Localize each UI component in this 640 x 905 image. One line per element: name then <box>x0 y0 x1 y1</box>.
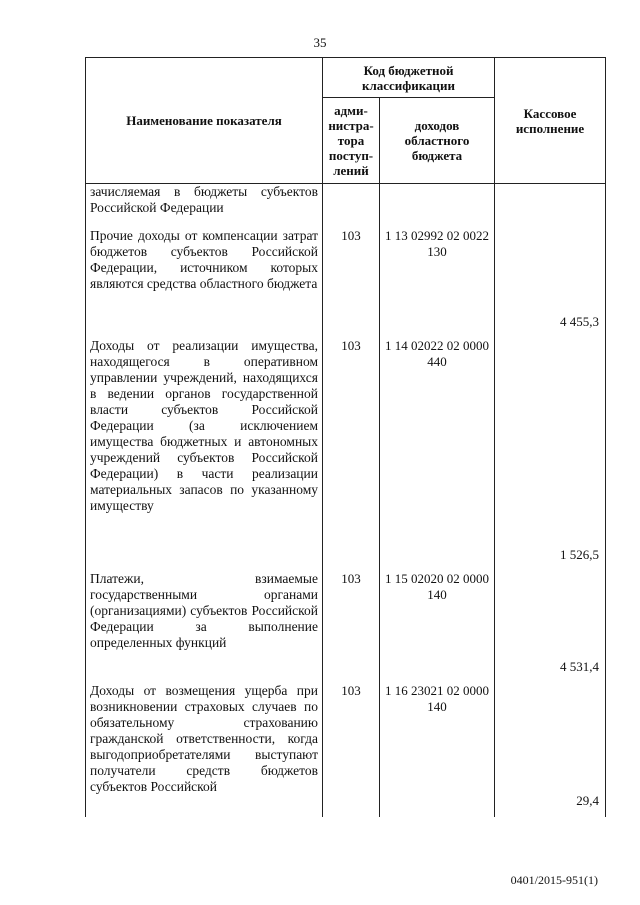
header-cash-execution: Кассовое исполнение <box>495 58 606 184</box>
header-income-code: доходов областного бюджета <box>380 98 495 184</box>
cash-execution-amount: 4 531,4 <box>560 658 600 674</box>
administrator-code: 103 <box>341 337 361 353</box>
table-row <box>86 675 606 817</box>
budget-classification-code: 1 16 23021 02 0000 140 <box>385 682 489 714</box>
page-number: 35 <box>313 35 327 50</box>
cash-execution-amount: 1 526,5 <box>560 546 600 562</box>
cash-execution-amount: 29,4 <box>576 792 600 808</box>
indicator-name: зачисляемая в бюджеты субъектов Российской Федерации <box>90 184 318 215</box>
administrator-code: 103 <box>341 570 361 586</box>
administrator-code: 103 <box>341 227 361 243</box>
budget-revenue-table <box>85 57 606 817</box>
administrator-code: 103 <box>341 682 361 698</box>
table-row <box>86 184 606 220</box>
header-administrator: адми-нистра-тора поступ-лений <box>323 98 380 184</box>
indicator-name: Платежи, взимаемые государственными органами (организациями) субъектов Российской Федерации за выполнение определенных функций <box>90 570 318 650</box>
header-indicator-name: Наименование показателя <box>86 58 323 184</box>
cash-execution-amount: 4 455,3 <box>560 313 600 329</box>
budget-classification-code: 1 13 02992 02 0022 130 <box>385 227 489 259</box>
table-row <box>86 220 606 330</box>
budget-classification-code: 1 15 02020 02 0000 140 <box>385 570 489 602</box>
indicator-name: Прочие доходы от компенсации затрат бюджетов субъектов Российской Федерации, источником которых являются средства областного бюджета <box>90 227 318 291</box>
table-row <box>86 563 606 675</box>
budget-classification-code: 1 14 02022 02 0000 440 <box>385 337 489 369</box>
document-code: 0401/2015-951(1) <box>510 873 598 887</box>
header-budget-code: Код бюджетной классификации <box>323 58 495 98</box>
indicator-name: Доходы от возмещения ущерба при возникновении страховых случаев по обязательному страхованию гражданской ответственности, когда выгодоприобретателями выступают получатели средств бюджетов субъектов Российской <box>90 682 318 794</box>
indicator-name: Доходы от реализации имущества, находящегося в оперативном управлении учреждений, находящихся в ведении органов государственной власти субъектов Российской Федерации (за исключением имущества бюджетных и автономных учреждений субъектов Российской Федерации) в части реализации материальных запасов по указанному имуществу <box>90 337 318 513</box>
table-row <box>86 330 606 563</box>
